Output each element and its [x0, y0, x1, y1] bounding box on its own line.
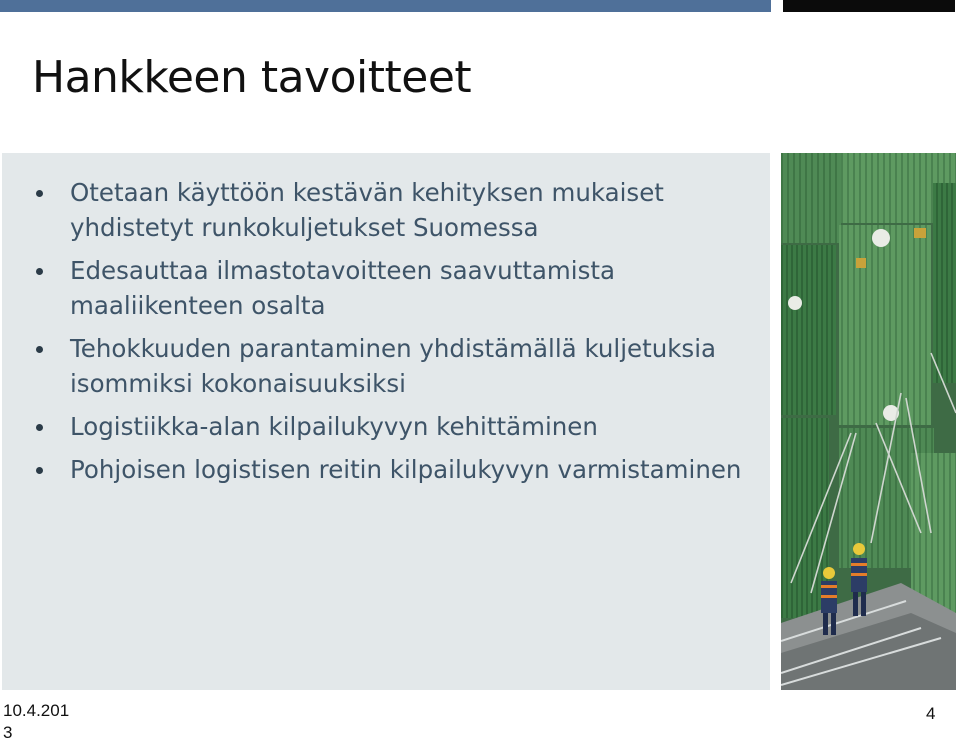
bullet-text: Edesauttaa ilmastotavoitteen saavuttamista maaliikenteen osalta: [70, 256, 615, 320]
top-accent-bar-blue: [0, 0, 771, 12]
list-item: [32, 253, 752, 323]
bullet-icon: [36, 424, 43, 431]
container-ship-workers-photo-icon: [781, 153, 956, 690]
slide-title: Hankkeen tavoitteet: [32, 52, 472, 103]
bullet-text: Tehokkuuden parantaminen yhdistämällä kuljetuksia isommiksi kokonaisuuksiksi: [70, 334, 717, 398]
bullet-text: Logistiikka-alan kilpailukyvyn kehittäminen: [70, 412, 598, 441]
bullet-icon: [36, 268, 43, 275]
content-panel: [2, 153, 770, 690]
bullet-icon: [36, 467, 43, 474]
list-item: [32, 452, 752, 487]
list-item: [32, 409, 752, 444]
bullet-icon: [36, 346, 43, 353]
list-item: [32, 175, 752, 245]
list-item: [32, 331, 752, 401]
container-ship-photo: [781, 153, 956, 690]
bullet-text: Otetaan käyttöön kestävän kehityksen mukaiset yhdistetyt runkokuljetukset Suomessa: [70, 178, 664, 242]
bullet-icon: [36, 190, 43, 197]
top-accent-bar-black: [783, 0, 955, 12]
bullet-text: Pohjoisen logistisen reitin kilpailukyvyn varmistaminen: [70, 455, 742, 484]
bullet-list: [32, 175, 752, 495]
slide-date: 10.4.2013: [3, 701, 70, 742]
page-number: 4: [926, 704, 936, 723]
